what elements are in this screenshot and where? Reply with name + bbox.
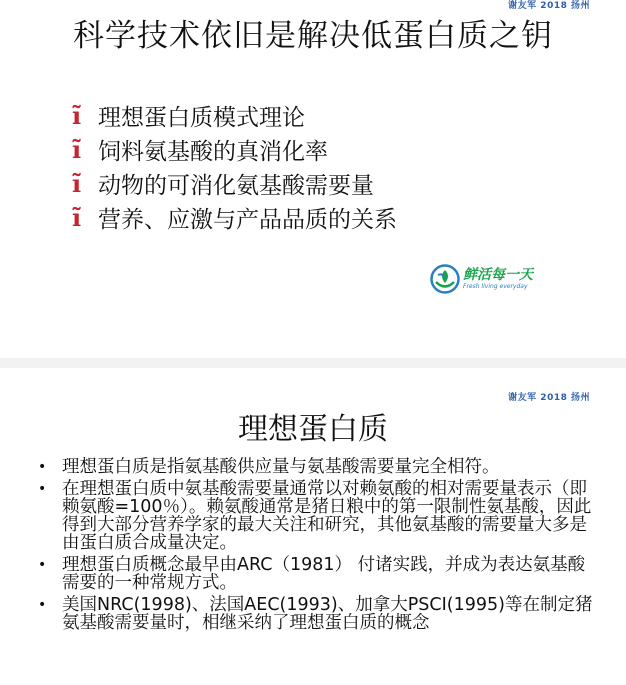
list-item [36, 458, 596, 476]
list-item [36, 596, 596, 632]
list-item-text: 动物的可消化氨基酸需要量 [98, 172, 374, 199]
slide-2-title: 理想蛋白质 [238, 412, 388, 447]
list-item [72, 200, 397, 234]
slide-2-bullet-list [36, 458, 596, 636]
logo-tagline: Fresh living everyday [463, 283, 528, 290]
list-item-text: 理想蛋白质概念最早由ARC（1981） 付诸实践，并成为表达氨基酸需要的一种常规方式。 [62, 555, 586, 593]
logo-emblem-icon [430, 264, 460, 294]
list-item [72, 98, 397, 132]
list-item-text: 饲料氨基酸的真消化率 [98, 138, 328, 165]
list-item-text: 营养、应激与产品品质的关系 [98, 206, 397, 233]
bullet-dot-icon: • [38, 481, 47, 497]
bullet-icon: ĩ [72, 100, 82, 130]
slide-1-bullet-list [72, 98, 397, 234]
slide-2 [0, 368, 626, 685]
list-item-text: 在理想蛋白质中氨基酸需要量通常以对赖氨酸的相对需要量表示（即赖氨酸=100％）。赖氨酸通常是猪日粮中的第一限制性氨基酸，因此得到大部分营养学家的最大关注和研究，其他氨基酸的需要量大多是由蛋白质合成量决定。 [62, 479, 592, 553]
bullet-dot-icon: • [38, 557, 47, 573]
list-item [36, 556, 596, 592]
brand-logo [430, 264, 533, 294]
list-item-text: 理想蛋白质模式理论 [98, 104, 305, 131]
slide-2-watermark: 谢友军 2018 扬州 [508, 393, 590, 403]
slide-divider [0, 358, 626, 368]
list-item [72, 132, 397, 166]
list-item [36, 480, 596, 552]
bullet-dot-icon: • [38, 597, 47, 613]
bullet-icon: ĩ [72, 168, 82, 198]
slide-1-title: 科学技术依旧是解决低蛋白质之钥 [73, 18, 553, 54]
list-item [72, 166, 397, 200]
logo-name: 鲜活每一天 [463, 267, 533, 283]
bullet-icon: ĩ [72, 134, 82, 164]
slide-1-watermark: 谢友军 2018 扬州 [508, 1, 590, 11]
list-item-text: 美国NRC(1998)、法国AEC(1993)、加拿大PSCI(1995)等在制定猪氨基酸需要量时，相继采纳了理想蛋白质的概念 [62, 595, 593, 633]
list-item-text: 理想蛋白质是指氨基酸供应量与氨基酸需要量完全相符。 [62, 457, 500, 477]
bullet-dot-icon: • [38, 459, 47, 475]
bullet-icon: ĩ [72, 202, 82, 232]
